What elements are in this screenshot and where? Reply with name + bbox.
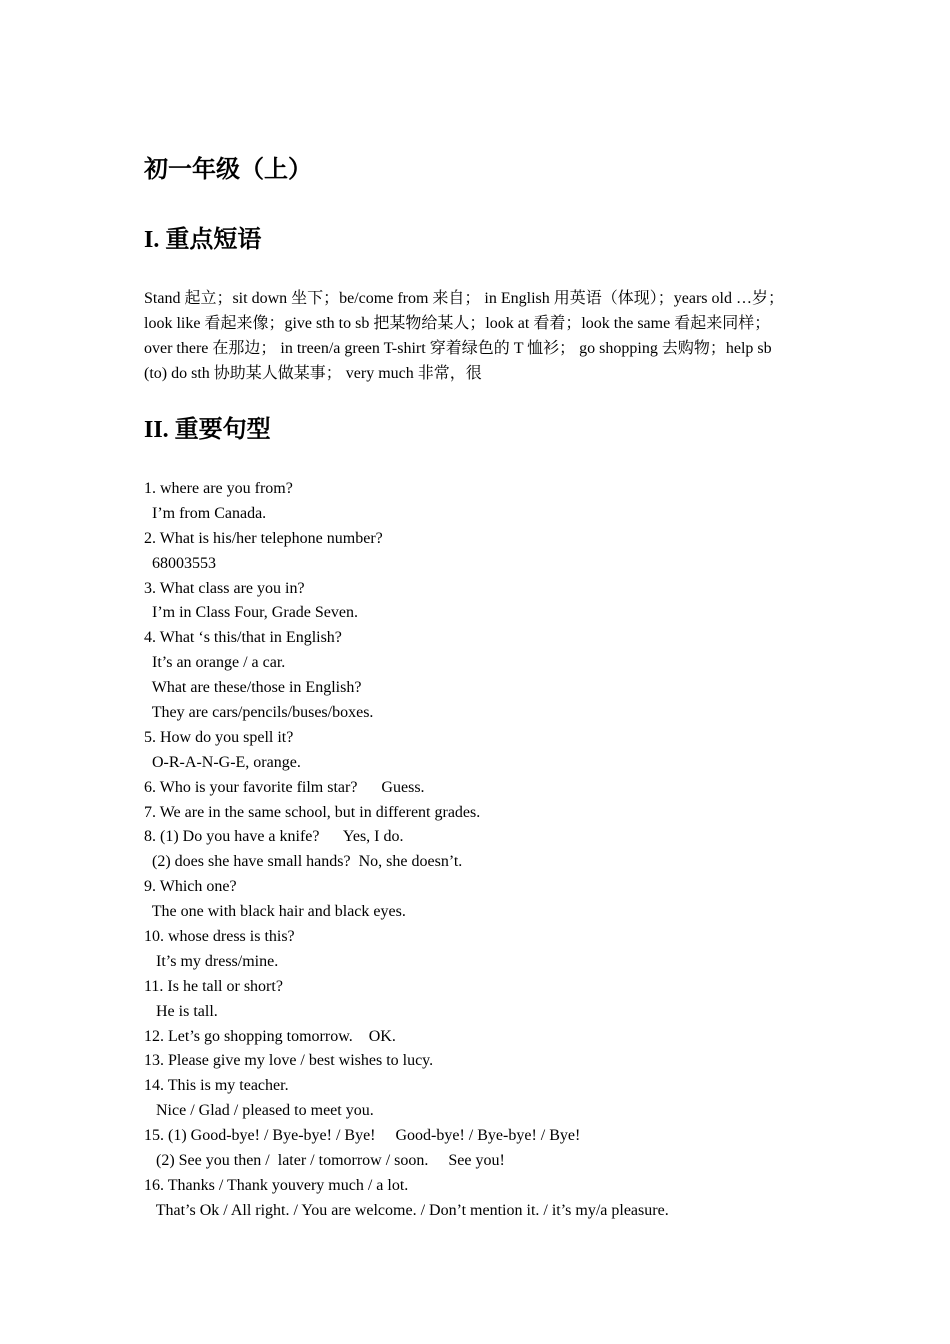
sentence-line: O-R-A-N-G-E, orange.: [144, 753, 301, 771]
sentence-line: 11. Is he tall or short?: [144, 977, 283, 995]
sentence-line: They are cars/pencils/buses/boxes.: [144, 704, 374, 722]
key-phrases-paragraph: [144, 286, 824, 386]
sentence-line: 2. What is his/her telephone number?: [144, 529, 383, 547]
sentence-line: 1. where are you from?: [144, 480, 293, 497]
sentence-line: It’s my dress/mine.: [144, 952, 279, 970]
phrase-line: Stand 起立；sit down 坐下；be/come from 来自； in English 用英语（体现）；years old …岁；: [144, 290, 784, 307]
phrase-line: (to) do sth 协助某人做某事； very much 非常，很: [144, 365, 482, 382]
sentence-line: 68003553: [144, 554, 216, 572]
sentence-line: 14. This is my teacher.: [144, 1077, 289, 1095]
sentence-line: 13. Please give my love / best wishes to lucy.: [144, 1052, 434, 1070]
phrase-line: over there 在那边； in treen/a green T-shirt 穿着绿色的 T 恤衫； go shopping 去购物；help sb: [144, 340, 772, 357]
sentence-line: 10. whose dress is this?: [144, 928, 295, 946]
section-heading-key-sentences: II. 重要句型: [144, 417, 271, 443]
sentence-line: Nice / Glad / pleased to meet you.: [144, 1102, 374, 1120]
sentence-line: I’m from Canada.: [144, 504, 267, 522]
sentence-line: I’m in Class Four, Grade Seven.: [144, 604, 358, 622]
section-heading-key-phrases: I. 重点短语: [144, 227, 262, 253]
sentence-line: (2) See you then / later / tomorrow / soon. See you!: [144, 1152, 505, 1170]
key-sentences-list: [144, 477, 824, 1224]
sentence-line: 12. Let’s go shopping tomorrow. OK.: [144, 1027, 396, 1045]
sentence-line: 9. Which one?: [144, 878, 237, 896]
sentence-line: What are these/those in English?: [144, 679, 362, 697]
sentence-line: (2) does she have small hands? No, she doesn’t.: [144, 853, 463, 871]
sentence-line: 16. Thanks / Thank youvery much / a lot.: [144, 1176, 409, 1194]
page-title: 初一年级（上）: [144, 157, 312, 183]
sentence-line: 8. (1) Do you have a knife? Yes, I do.: [144, 828, 404, 846]
phrase-line: look like 看起来像；give sth to sb 把某物给某人；look at 看着；look the same 看起来同样；: [144, 315, 771, 332]
sentence-line: 15. (1) Good-bye! / Bye-bye! / Bye! Good-bye! / Bye-bye! / Bye!: [144, 1127, 581, 1145]
sentence-line: 3. What class are you in?: [144, 579, 305, 597]
sentence-line: That’s Ok / All right. / You are welcome. / Don’t mention it. / it’s my/a pleasure.: [144, 1201, 669, 1219]
sentence-line: 7. We are in the same school, but in different grades.: [144, 803, 481, 821]
sentence-line: 5. How do you spell it?: [144, 728, 294, 746]
sentence-line: It’s an orange / a car.: [144, 654, 286, 672]
sentence-line: The one with black hair and black eyes.: [144, 903, 406, 921]
sentence-line: 6. Who is your favorite film star? Guess.: [144, 778, 425, 796]
sentence-line: 4. What ‘s this/that in English?: [144, 629, 342, 647]
sentence-line: He is tall.: [144, 1002, 218, 1020]
